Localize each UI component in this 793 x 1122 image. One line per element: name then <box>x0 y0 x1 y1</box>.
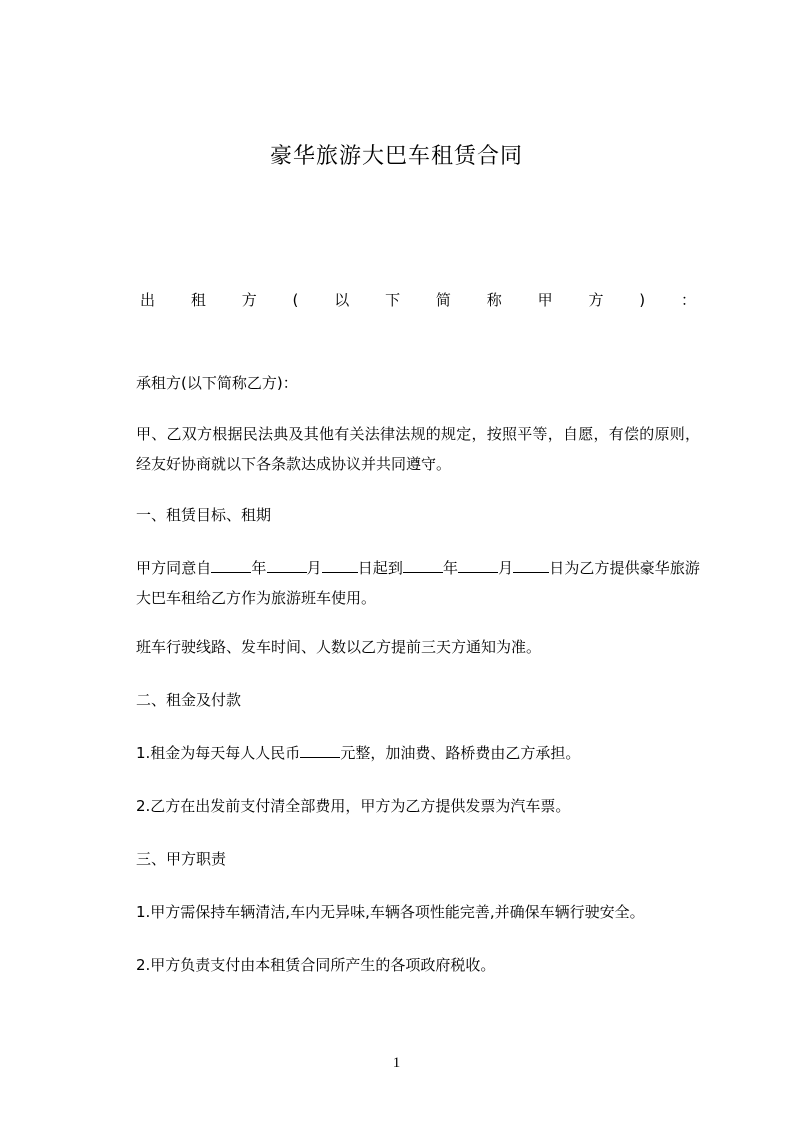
rent-item-1 <box>104 738 700 768</box>
duty-item-2: 2.甲方负责支付由本租赁合同所产生的各项政府税收。 <box>136 956 496 974</box>
lessor-char: ) <box>639 291 646 309</box>
rental-period-suffix: 日为乙方提供豪华旅游大巴车租给乙方作为旅游班车使用。 <box>136 559 700 607</box>
section2-heading: 二、租金及付款 <box>136 691 242 709</box>
section3-heading: 三、甲方职责 <box>136 850 227 868</box>
unit-month: 月 <box>306 559 322 577</box>
lessor-char: ： <box>680 291 696 309</box>
preamble-paragraph: 甲、乙双方根据民法典及其他有关法律法规的规定，按照平等，自愿，有偿的原则，经友好协商就以下各条款达成协议并共同遵守。 <box>136 425 700 473</box>
lessor-char: 甲 <box>537 291 553 309</box>
end-day-blank[interactable] <box>513 556 549 573</box>
section1-heading: 一、租赁目标、租期 <box>136 506 272 524</box>
lessor-char: 出 <box>140 291 156 309</box>
rent-amount-blank[interactable] <box>300 741 340 758</box>
lessor-char: 方 <box>588 291 604 309</box>
start-day-blank[interactable] <box>322 556 358 573</box>
lessor-char: 以 <box>334 291 350 309</box>
page-number: 1 <box>392 1055 401 1071</box>
lessor-char: 称 <box>486 291 502 309</box>
start-month-blank[interactable] <box>267 556 307 573</box>
lessee-line: 承租方(以下简称乙方)： <box>136 374 298 392</box>
end-month-blank[interactable] <box>458 556 498 573</box>
rent-prefix: 1.租金为每天每人人民币 <box>136 744 301 762</box>
duty-item-1: 1.甲方需保持车辆清洁,车内无异味,车辆各项性能完善,并确保车辆行驶安全。 <box>136 903 645 921</box>
end-year-blank[interactable] <box>403 556 443 573</box>
lessor-char: 方 <box>241 291 257 309</box>
lessor-line <box>140 288 696 312</box>
rent-item-2: 2.乙方在出发前支付清全部费用，甲方为乙方提供发票为汽车票。 <box>136 797 571 815</box>
rent-suffix: 元整，加油费、路桥费由乙方承担。 <box>340 744 581 762</box>
lessor-char: 下 <box>385 291 401 309</box>
lessor-char: ( <box>292 291 299 309</box>
start-year-blank[interactable] <box>211 556 251 573</box>
rental-period-paragraph <box>104 553 700 613</box>
unit-year: 年 <box>442 559 459 577</box>
rental-period-prefix: 甲方同意自 <box>136 559 212 577</box>
unit-year: 年 <box>251 559 267 577</box>
route-notice-paragraph: 班车行驶线路、发车时间、人数以乙方提前三天方通知为准。 <box>136 638 542 656</box>
unit-month: 月 <box>498 559 514 577</box>
lessor-char: 租 <box>190 291 206 309</box>
contract-title: 豪华旅游大巴车租赁合同 <box>269 144 523 169</box>
unit-day-from: 日起到 <box>357 559 403 577</box>
lessor-char: 简 <box>435 291 451 309</box>
